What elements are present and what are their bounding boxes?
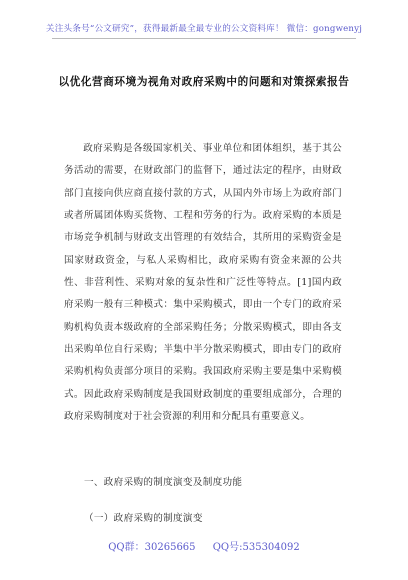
subsection-heading: （一）政府采购的制度演变 — [84, 513, 203, 524]
section-heading: 一、政府采购的制度演变及制度功能 — [84, 477, 243, 488]
qq-group-text: QQ群：30265665 — [108, 542, 196, 553]
qq-number-text: QQ号:535304092 — [212, 542, 300, 553]
footer-contact — [0, 538, 408, 553]
body-paragraph: 政府采购是各级国家机关、事业单位和团体组织，基于其公务活动的需要，在财政部门的监督下，通过法定的程序，由财政部门直接向供应商直接付款的方式，从国内外市场上为政府部门或者所属团体购买货物、工程和劳务的行为。政府采购的本质是市场竞争机制与财政支出管理的有效结合，其所用的采购资金是国家财政资金，与私人采购相比，政府采购有资金来源的公共性、非营利性、采购对象的复杂性和广泛性等特点。[1]国内政府采购一般有三种模式：集中采购模式，即由一个专门的政府采购机构负责本级政府的全部采购任务；分散采购模式，即由各支出采购单位自行采购；半集中半分散采购模式，即由专门的政府采购机构负责部分项目的采购。我国政府采购主要是集中采购模式。因此政府采购制度是我国财政制度的重要组成部分，合理的政府采购制度对于社会资源的利用和分配具有重要意义。 — [64, 143, 342, 423]
header-banner[interactable]: 关注头条号“公文研究”，获得最新最全最专业的公文资料库！ 微信：gongwenyj — [45, 24, 363, 34]
document-title: 以优化营商环境为视角对政府采购中的问题和对策探索报告 — [58, 76, 350, 88]
header-divider — [52, 38, 356, 39]
